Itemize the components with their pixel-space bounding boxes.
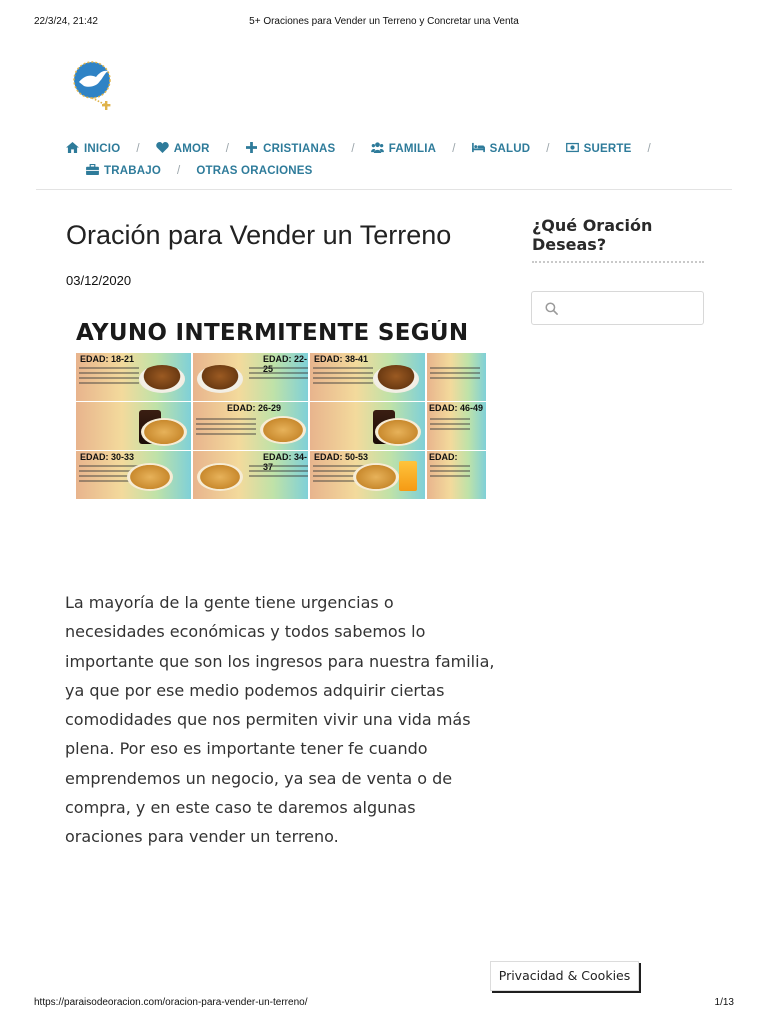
diet-tile <box>310 451 425 499</box>
sidebar-divider <box>532 261 704 263</box>
diet-tile <box>193 353 308 401</box>
users-icon <box>371 142 384 153</box>
post-title: Oración para Vender un Terreno <box>66 220 452 250</box>
nav-separator: / <box>177 164 181 177</box>
food-image <box>197 463 243 491</box>
food-image <box>353 463 399 491</box>
juice-image <box>399 461 417 491</box>
food-image <box>127 463 173 491</box>
diet-tile <box>427 353 486 401</box>
nav-item-trabajo[interactable] <box>86 164 161 177</box>
print-url: https://paraisodeoracion.com/oracion-para-vender-un-terreno/ <box>34 997 308 1008</box>
nav-item-inicio[interactable] <box>66 142 120 155</box>
food-image <box>197 365 243 393</box>
post-date: 03/12/2020 <box>66 273 132 288</box>
money-icon <box>566 142 579 153</box>
tile-age-label: EDAD: 38-41 <box>314 354 369 364</box>
nav-item-familia[interactable] <box>371 142 436 155</box>
nav-separator: / <box>136 142 140 155</box>
search-input[interactable] <box>566 297 696 319</box>
print-page-number: 1/13 <box>714 997 734 1008</box>
nav-separator: / <box>546 142 550 155</box>
plus-icon <box>245 142 258 153</box>
nav-item-amor[interactable] <box>156 142 210 155</box>
briefcase-icon <box>86 164 99 175</box>
nav-item-salud[interactable] <box>472 142 531 155</box>
nav-item-otras-oraciones[interactable] <box>196 165 312 177</box>
nav-label: OTRAS ORACIONES <box>196 164 313 177</box>
nav-separator: / <box>647 142 651 155</box>
diet-tile <box>310 402 425 450</box>
site-logo[interactable] <box>70 60 118 110</box>
nav-item-suerte[interactable] <box>566 142 632 155</box>
nav-label: AMOR <box>173 143 210 155</box>
bed-icon <box>472 142 485 153</box>
heart-icon <box>156 142 169 153</box>
diet-tile <box>76 451 191 499</box>
print-footer <box>34 997 734 1011</box>
diet-tile <box>76 353 191 401</box>
tile-age-label: EDAD: 34-37 <box>263 452 308 472</box>
tile-age-label: EDAD: <box>429 452 458 462</box>
diet-tile <box>193 451 308 499</box>
print-datetime: 22/3/24, 21:42 <box>34 16 98 27</box>
nav-row-1 <box>66 142 667 160</box>
food-image <box>260 416 306 444</box>
tile-age-label: EDAD: 22-25 <box>263 354 308 374</box>
nav-separator: / <box>452 142 456 155</box>
diet-tile <box>76 402 191 450</box>
diet-tile <box>427 402 486 450</box>
nav-row-2 <box>86 164 313 182</box>
nav-divider <box>36 189 732 190</box>
nav-separator: / <box>351 142 355 155</box>
nav-label: SALUD <box>489 143 531 155</box>
nav-label: CRISTIANAS <box>263 143 336 155</box>
nav-label: TRABAJO <box>104 165 161 177</box>
food-image <box>139 365 185 393</box>
print-header <box>34 16 734 30</box>
food-image <box>373 365 419 393</box>
nav-label: INICIO <box>84 143 121 155</box>
food-image <box>375 418 421 446</box>
nav-label: SUERTE <box>583 143 632 155</box>
privacy-cookies-button[interactable]: Privacidad & Cookies <box>490 961 639 991</box>
search-icon[interactable] <box>545 302 558 315</box>
food-image <box>141 418 187 446</box>
tile-age-label: EDAD: 50-53 <box>314 452 369 462</box>
diet-tile <box>310 353 425 401</box>
tile-age-label: EDAD: 30-33 <box>80 452 135 462</box>
featured-image <box>76 320 486 498</box>
tile-age-label: EDAD: 26-29 <box>227 403 282 413</box>
sidebar-widget-title: ¿Qué Oración Deseas? <box>532 216 653 254</box>
dove-rosary-icon <box>70 60 118 110</box>
tile-age-label: EDAD: 46-49 <box>429 403 484 413</box>
article-paragraph: La mayoría de la gente tiene urgencias o necesidades económicas y todos sabemos lo importante que son los ingresos para nuestra familia, ya que por ese medio podemos adquirir ciertas comodidades que nos permiten vivir una vida más plena. Por eso es importante tener fe cuando emprendemos un negocio, ya sea de venta o de compra, y en este caso te daremos algunas oraciones para vender un terreno. <box>65 593 495 847</box>
tile-age-label: EDAD: 18-21 <box>80 354 135 364</box>
nav-separator: / <box>225 142 230 155</box>
featured-image-banner: AYUNO INTERMITENTE SEGÚN <box>76 320 486 353</box>
print-page-title: 5+ Oraciones para Vender un Terreno y Concretar una Venta <box>249 16 519 27</box>
search-box <box>531 291 704 325</box>
diet-tile <box>427 451 486 499</box>
nav-label: FAMILIA <box>388 143 437 155</box>
featured-image-grid <box>76 353 486 498</box>
nav-item-cristianas[interactable] <box>245 142 335 155</box>
diet-tile <box>193 402 308 450</box>
home-icon <box>66 142 79 153</box>
